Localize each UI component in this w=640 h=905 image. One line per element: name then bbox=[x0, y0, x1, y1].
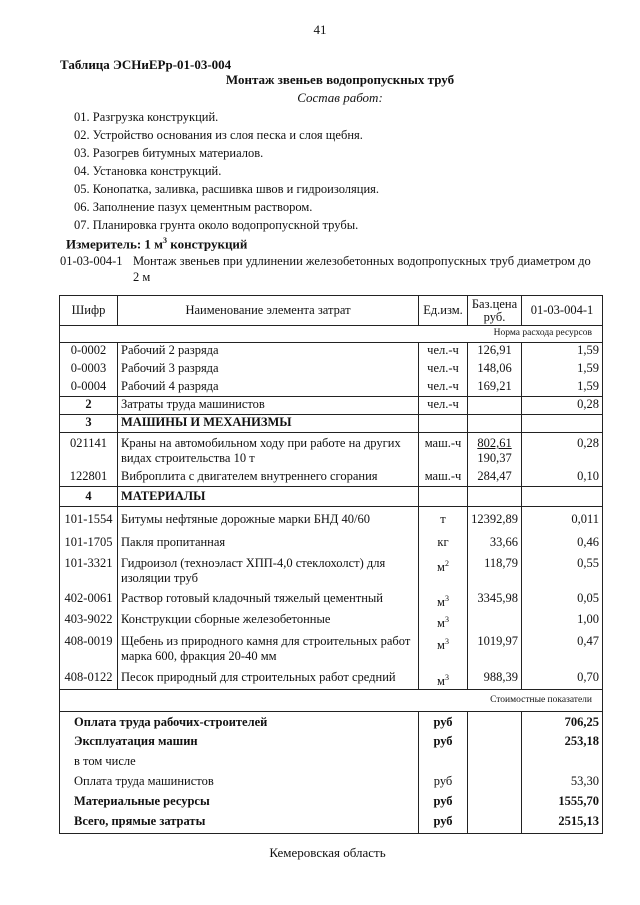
row-unit: маш.-ч bbox=[419, 433, 468, 469]
row-name: Раствор готовый кладочный тяжелый цементный bbox=[118, 589, 419, 610]
total-unit: руб bbox=[419, 771, 468, 791]
row-value: 1,00 bbox=[522, 610, 603, 631]
row-price: 126,91 bbox=[468, 343, 522, 361]
row-unit: $м^3$ bbox=[419, 667, 468, 690]
row-unit: т bbox=[419, 507, 468, 533]
row-price: 988,39 bbox=[468, 667, 522, 690]
norm-note: Норма расхода ресурсов bbox=[60, 326, 603, 343]
total-row bbox=[60, 711, 603, 731]
row-value: 1,59 bbox=[522, 379, 603, 397]
row-code: 122801 bbox=[60, 469, 118, 487]
works-list bbox=[74, 108, 379, 234]
total-name: Эксплуатация машин bbox=[60, 731, 419, 751]
total-unit: руб bbox=[419, 811, 468, 833]
row-code: 021141 bbox=[60, 433, 118, 469]
row-name: Щебень из природного камня для строительных работ марка 600, фракция 20-40 мм bbox=[118, 631, 419, 667]
row-name: Рабочий 4 разряда bbox=[118, 379, 419, 397]
table-header bbox=[60, 296, 603, 326]
table-row bbox=[60, 433, 603, 469]
row-name: Рабочий 2 разряда bbox=[118, 343, 419, 361]
total-row bbox=[60, 811, 603, 833]
row-unit: $м^3$ bbox=[419, 589, 468, 610]
row-code: 0-0003 bbox=[60, 361, 118, 379]
table-title: Монтаж звеньев водопропускных труб bbox=[225, 72, 455, 87]
section-row bbox=[60, 415, 603, 433]
total-row bbox=[60, 731, 603, 751]
row-unit: $м^3$ bbox=[419, 610, 468, 631]
section-name: МАШИНЫ И МЕХАНИЗМЫ bbox=[118, 415, 419, 433]
row-code: 402-0061 bbox=[60, 589, 118, 610]
section-code: 4 bbox=[60, 487, 118, 507]
row-name: Краны на автомобильном ходу при работе на других видах строительства 10 т bbox=[118, 433, 419, 469]
table-row bbox=[60, 553, 603, 589]
table-name: Таблица ЭСНиЕРр-01-03-004 bbox=[60, 57, 232, 72]
total-name: Всего, прямые затраты bbox=[60, 811, 419, 833]
price-primary: 802,61 bbox=[477, 436, 512, 450]
row-name: Конструкции сборные железобетонные bbox=[118, 610, 419, 631]
row-unit: чел.-ч bbox=[419, 379, 468, 397]
work-item: 06. Заполнение пазух цементным раствором. bbox=[74, 200, 313, 214]
row-code: 408-0019 bbox=[60, 631, 118, 667]
total-row bbox=[60, 771, 603, 791]
work-item: 01. Разгрузка конструкций. bbox=[74, 110, 219, 124]
row-code: 0-0002 bbox=[60, 343, 118, 361]
row-price bbox=[468, 397, 522, 415]
row-code: 0-0004 bbox=[60, 379, 118, 397]
row-value: 0,55 bbox=[522, 553, 603, 589]
row-value: 0,47 bbox=[522, 631, 603, 667]
row-unit: маш.-ч bbox=[419, 469, 468, 487]
row-value: 0,46 bbox=[522, 533, 603, 553]
total-name: Материальные ресурсы bbox=[60, 791, 419, 811]
row-value: 0,011 bbox=[522, 507, 603, 533]
total-value: 2515,13 bbox=[522, 811, 603, 833]
table-row bbox=[60, 507, 603, 533]
price-secondary: 190,37 bbox=[477, 451, 512, 465]
item-code: 01-03-004-1 bbox=[60, 254, 123, 268]
total-name: в том числе bbox=[60, 751, 419, 771]
row-code: 403-9022 bbox=[60, 610, 118, 631]
row-code: 101-3321 bbox=[60, 553, 118, 589]
row-price: 3345,98 bbox=[468, 589, 522, 610]
total-value: 706,25 bbox=[522, 711, 603, 731]
row-price: 148,06 bbox=[468, 361, 522, 379]
row-price: 12392,89 bbox=[468, 507, 522, 533]
row-value: 0,28 bbox=[522, 433, 603, 469]
header-price: Баз.цена руб. bbox=[468, 296, 522, 326]
section-row bbox=[60, 487, 603, 507]
table-row bbox=[60, 379, 603, 397]
table-row bbox=[60, 361, 603, 379]
row-value: 0,28 bbox=[522, 397, 603, 415]
table-row bbox=[60, 589, 603, 610]
row-code: 101-1554 bbox=[60, 507, 118, 533]
row-name: Виброплита с двигателем внутреннего сгорания bbox=[118, 469, 419, 487]
header-norm: 01-03-004-1 bbox=[522, 296, 603, 326]
row-unit: $м^2$ bbox=[419, 553, 468, 589]
total-unit: руб bbox=[419, 791, 468, 811]
table-row bbox=[60, 667, 603, 690]
row-price bbox=[468, 610, 522, 631]
row-price: 169,21 bbox=[468, 379, 522, 397]
total-name: Оплата труда машинистов bbox=[60, 771, 419, 791]
row-unit: $м^3$ bbox=[419, 631, 468, 667]
item-desc: Монтаж звеньев при удлинении железобетонных водопропускных труб диаметром до 2 м bbox=[133, 254, 591, 284]
table-row bbox=[60, 533, 603, 553]
header-name: Наименование элемента затрат bbox=[118, 296, 419, 326]
row-price bbox=[468, 433, 522, 469]
table-row bbox=[60, 631, 603, 667]
row-value: 0,70 bbox=[522, 667, 603, 690]
row-unit: чел.-ч bbox=[419, 361, 468, 379]
resource-table bbox=[59, 295, 603, 834]
header-unit: Ед.изм. bbox=[419, 296, 468, 326]
row-code: 101-1705 bbox=[60, 533, 118, 553]
footer-region: Кемеровская область bbox=[269, 845, 386, 860]
total-value: 53,30 bbox=[522, 771, 603, 791]
row-unit: чел.-ч bbox=[419, 397, 468, 415]
row-value: 1,59 bbox=[522, 361, 603, 379]
cost-note: Стоимостные показатели bbox=[60, 689, 603, 711]
row-value: 0,05 bbox=[522, 589, 603, 610]
row-unit: кг bbox=[419, 533, 468, 553]
row-name: Затраты труда машинистов bbox=[118, 397, 419, 415]
work-item: 07. Планировка грунта около водопропускной трубы. bbox=[74, 218, 359, 232]
row-name: Пакля пропитанная bbox=[118, 533, 419, 553]
total-unit: руб bbox=[419, 731, 468, 751]
row-code: 2 bbox=[60, 397, 118, 415]
total-name: Оплата труда рабочих-строителей bbox=[60, 711, 419, 731]
table-row bbox=[60, 610, 603, 631]
table-row bbox=[60, 343, 603, 361]
header-code: Шифр bbox=[60, 296, 118, 326]
work-item: 03. Разогрев битумных материалов. bbox=[74, 146, 264, 160]
row-code: 408-0122 bbox=[60, 667, 118, 690]
measure-unit: Измеритель: 1 $м^3$ конструкций bbox=[66, 236, 248, 252]
total-value: 1555,70 bbox=[522, 791, 603, 811]
row-unit: чел.-ч bbox=[419, 343, 468, 361]
section-code: 3 bbox=[60, 415, 118, 433]
row-value: 1,59 bbox=[522, 343, 603, 361]
table-row bbox=[60, 469, 603, 487]
row-price: 1019,97 bbox=[468, 631, 522, 667]
row-price: 33,66 bbox=[468, 533, 522, 553]
work-item: 05. Конопатка, заливка, расшивка швов и гидроизоляция. bbox=[74, 182, 380, 196]
row-price: 284,47 bbox=[468, 469, 522, 487]
row-name: Битумы нефтяные дорожные марки БНД 40/60 bbox=[118, 507, 419, 533]
row-name: Рабочий 3 разряда bbox=[118, 361, 419, 379]
row-value: 0,10 bbox=[522, 469, 603, 487]
work-item: 04. Установка конструкций. bbox=[74, 164, 222, 178]
total-value: 253,18 bbox=[522, 731, 603, 751]
composition-title: Состав работ: bbox=[297, 90, 383, 105]
total-unit bbox=[419, 751, 468, 771]
row-price: 118,79 bbox=[468, 553, 522, 589]
work-item: 02. Устройство основания из слоя песка и слоя щебня. bbox=[74, 128, 363, 142]
total-row bbox=[60, 791, 603, 811]
page-number: 41 bbox=[313, 22, 327, 37]
section-name: МАТЕРИАЛЫ bbox=[118, 487, 419, 507]
row-name: Песок природный для строительных работ средний bbox=[118, 667, 419, 690]
total-row bbox=[60, 751, 603, 771]
total-value bbox=[522, 751, 603, 771]
total-unit: руб bbox=[419, 711, 468, 731]
table-row bbox=[60, 397, 603, 415]
row-name: Гидроизол (техноэласт ХПП-4,0 стеклохолст) для изоляции труб bbox=[118, 553, 419, 589]
